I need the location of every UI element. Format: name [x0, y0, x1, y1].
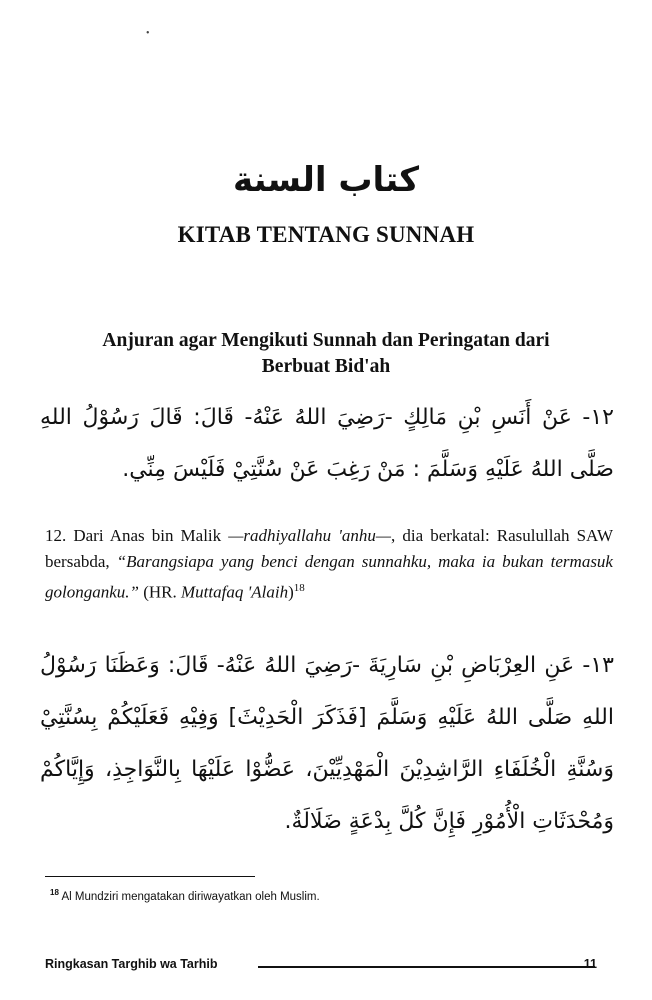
narrator-intro: Dari Anas bin Malik: [73, 526, 229, 545]
chapter-title: KITAB TENTANG SUNNAH: [177, 222, 475, 247]
arabic-chapter-title: كتاب السنة: [233, 160, 419, 200]
hadith-number: 12.: [45, 526, 67, 545]
stray-mark: •: [146, 28, 150, 39]
footnote-divider: [45, 876, 255, 877]
section-heading: [40, 328, 612, 380]
hadith-12-translation: [45, 523, 613, 606]
hadith-13-arabic: ١٣- عَنِ العِرْبَاضِ بْنِ سَارِيَةَ -رَضِيَ اللهُ عَنْهُ- قَالَ: وَعَظَنَا رَسُوْلُ اللهِ صَلَّى اللهُ عَلَيْهِ وَسَلَّمَ [فَذَكَرَ الْحَدِيْثَ] وَفِيْهِ فَعَلَيْكُمْ بِسُنَّتِيْ وَسُنَّةِ الْخُلَفَاءِ الرَّاشِدِيْنَ الْمَهْدِيِّيْنَ، عَضُّوْا عَلَيْهَا بِالنَّوَاجِذِ، وَإِيَّاكُمْ وَمُحْدَثَاتِ الْأُمُوْرِ فَإِنَّ كُلَّ بِدْعَةٍ ضَلَالَةٌ.: [40, 653, 614, 834]
section-heading-line-2: Berbuat Bid'ah: [261, 356, 391, 377]
hadith-12-arabic: ١٢- عَنْ أَنَسِ بْنِ مَالِكٍ -رَضِيَ اللهُ عَنْهُ- قَالَ: قَالَ رَسُوْلُ اللهِ صَلَّى اللهُ عَلَيْهِ وَسَلَّمَ : مَنْ رَغِبَ عَنْ سُنَّتِيْ فَلَيْسَ مِنِّي.: [40, 405, 614, 482]
page-footer: [45, 957, 605, 977]
narration-text: , dia berkatal: Rasulullah SAW bersabda,: [45, 526, 613, 571]
footnote-marker[interactable]: 18: [293, 582, 305, 594]
running-footer-title: Ringkasan Targhib wa Tarhib: [45, 957, 218, 971]
reference-open: (HR.: [138, 582, 182, 602]
footer-rule: [258, 966, 595, 968]
footnote-number: 18: [50, 888, 59, 897]
reference-source: Muttafaq 'Alaih: [181, 582, 289, 602]
footnote-text: Al Mundziri mengatakan diriwayatkan oleh Muslim.: [58, 890, 320, 903]
page-number: 11: [583, 957, 597, 971]
hadith-quote: “Barangsiapa yang benci dengan sunnahku, maka ia bukan termasuk golonganku.”: [45, 552, 613, 602]
footnote: [50, 888, 610, 903]
reference-close: ): [288, 582, 294, 602]
honorific: —radhiyallahu 'anhu—: [228, 526, 392, 545]
section-heading-line-1: Anjuran agar Mengikuti Sunnah dan Peringatan dari: [102, 330, 550, 351]
